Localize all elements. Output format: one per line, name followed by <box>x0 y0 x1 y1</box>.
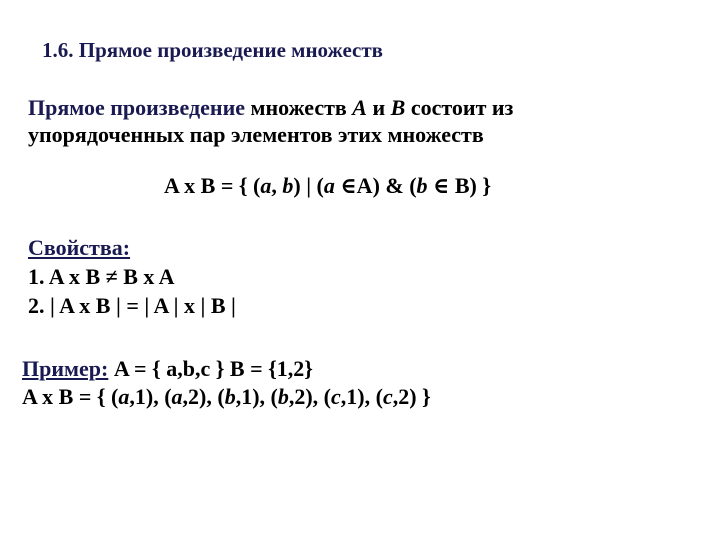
pair-separator: ), ( <box>145 384 172 409</box>
pair-comma: , <box>288 384 295 409</box>
pair-comma: , <box>182 384 189 409</box>
example-product <box>22 386 431 408</box>
pair-separator: ), ( <box>305 384 332 409</box>
example-label: Пример: <box>22 356 109 381</box>
cartesian-product-formula <box>164 175 491 197</box>
definition-line-2: упорядоченных пар элементов этих множеств <box>28 122 484 147</box>
formula-in-b: ∈ B) } <box>427 173 492 198</box>
formula-var-a-condition: a <box>323 173 335 198</box>
pair-left: c <box>331 384 341 409</box>
formula-var-b: b <box>282 173 294 198</box>
pair-right: 2 <box>294 384 306 409</box>
pair-comma: , <box>129 384 135 409</box>
formula-lhs: A x B = { ( <box>164 173 261 198</box>
definition-tail: состоит из <box>405 95 514 120</box>
set-b-symbol: В <box>390 95 406 120</box>
pair-right: 2 <box>398 384 410 409</box>
example-sets: A = { a,b,c } B = {1,2} <box>108 356 313 381</box>
pair-comma: , <box>392 384 399 409</box>
pair-right: 2 <box>188 384 200 409</box>
example-line-1 <box>22 358 313 380</box>
formula-var-a: a <box>260 173 272 198</box>
pair-separator: ), ( <box>199 384 225 409</box>
formula-mid: ) | ( <box>293 173 324 198</box>
pair-separator: ), ( <box>357 384 383 409</box>
definition-text: множеств <box>245 95 353 120</box>
pair-left: b <box>277 384 289 409</box>
product-suffix: ) } <box>409 384 431 409</box>
slide-title: 1.6. Прямое произведение множеств <box>42 38 384 62</box>
pair-right: 1 <box>241 384 253 409</box>
pair-left: a <box>171 384 183 409</box>
definition-line-1 <box>28 97 513 119</box>
formula-in-a: ∈A) & ( <box>334 173 417 198</box>
pair-comma: , <box>235 384 242 409</box>
formula-var-b-condition: b <box>416 173 428 198</box>
property-2: 2. | A x B | = | A | x | B | <box>28 293 236 318</box>
pair-left: c <box>382 384 393 409</box>
formula-comma: , <box>271 173 283 198</box>
properties-heading: Свойства: <box>28 235 131 260</box>
set-a-symbol: А <box>352 95 367 120</box>
pair-right: 1 <box>134 384 146 409</box>
pair-comma: , <box>340 384 347 409</box>
property-1: 1. A x B ≠ B x A <box>28 264 175 289</box>
product-prefix: A x B = { ( <box>22 384 119 409</box>
pair-right: 1 <box>346 384 358 409</box>
pair-left: a <box>118 384 130 409</box>
pair-left: b <box>224 384 236 409</box>
definition-term: Прямое произведение <box>28 95 246 120</box>
pair-separator: ), ( <box>252 384 278 409</box>
conjunction-text: и <box>366 95 391 120</box>
